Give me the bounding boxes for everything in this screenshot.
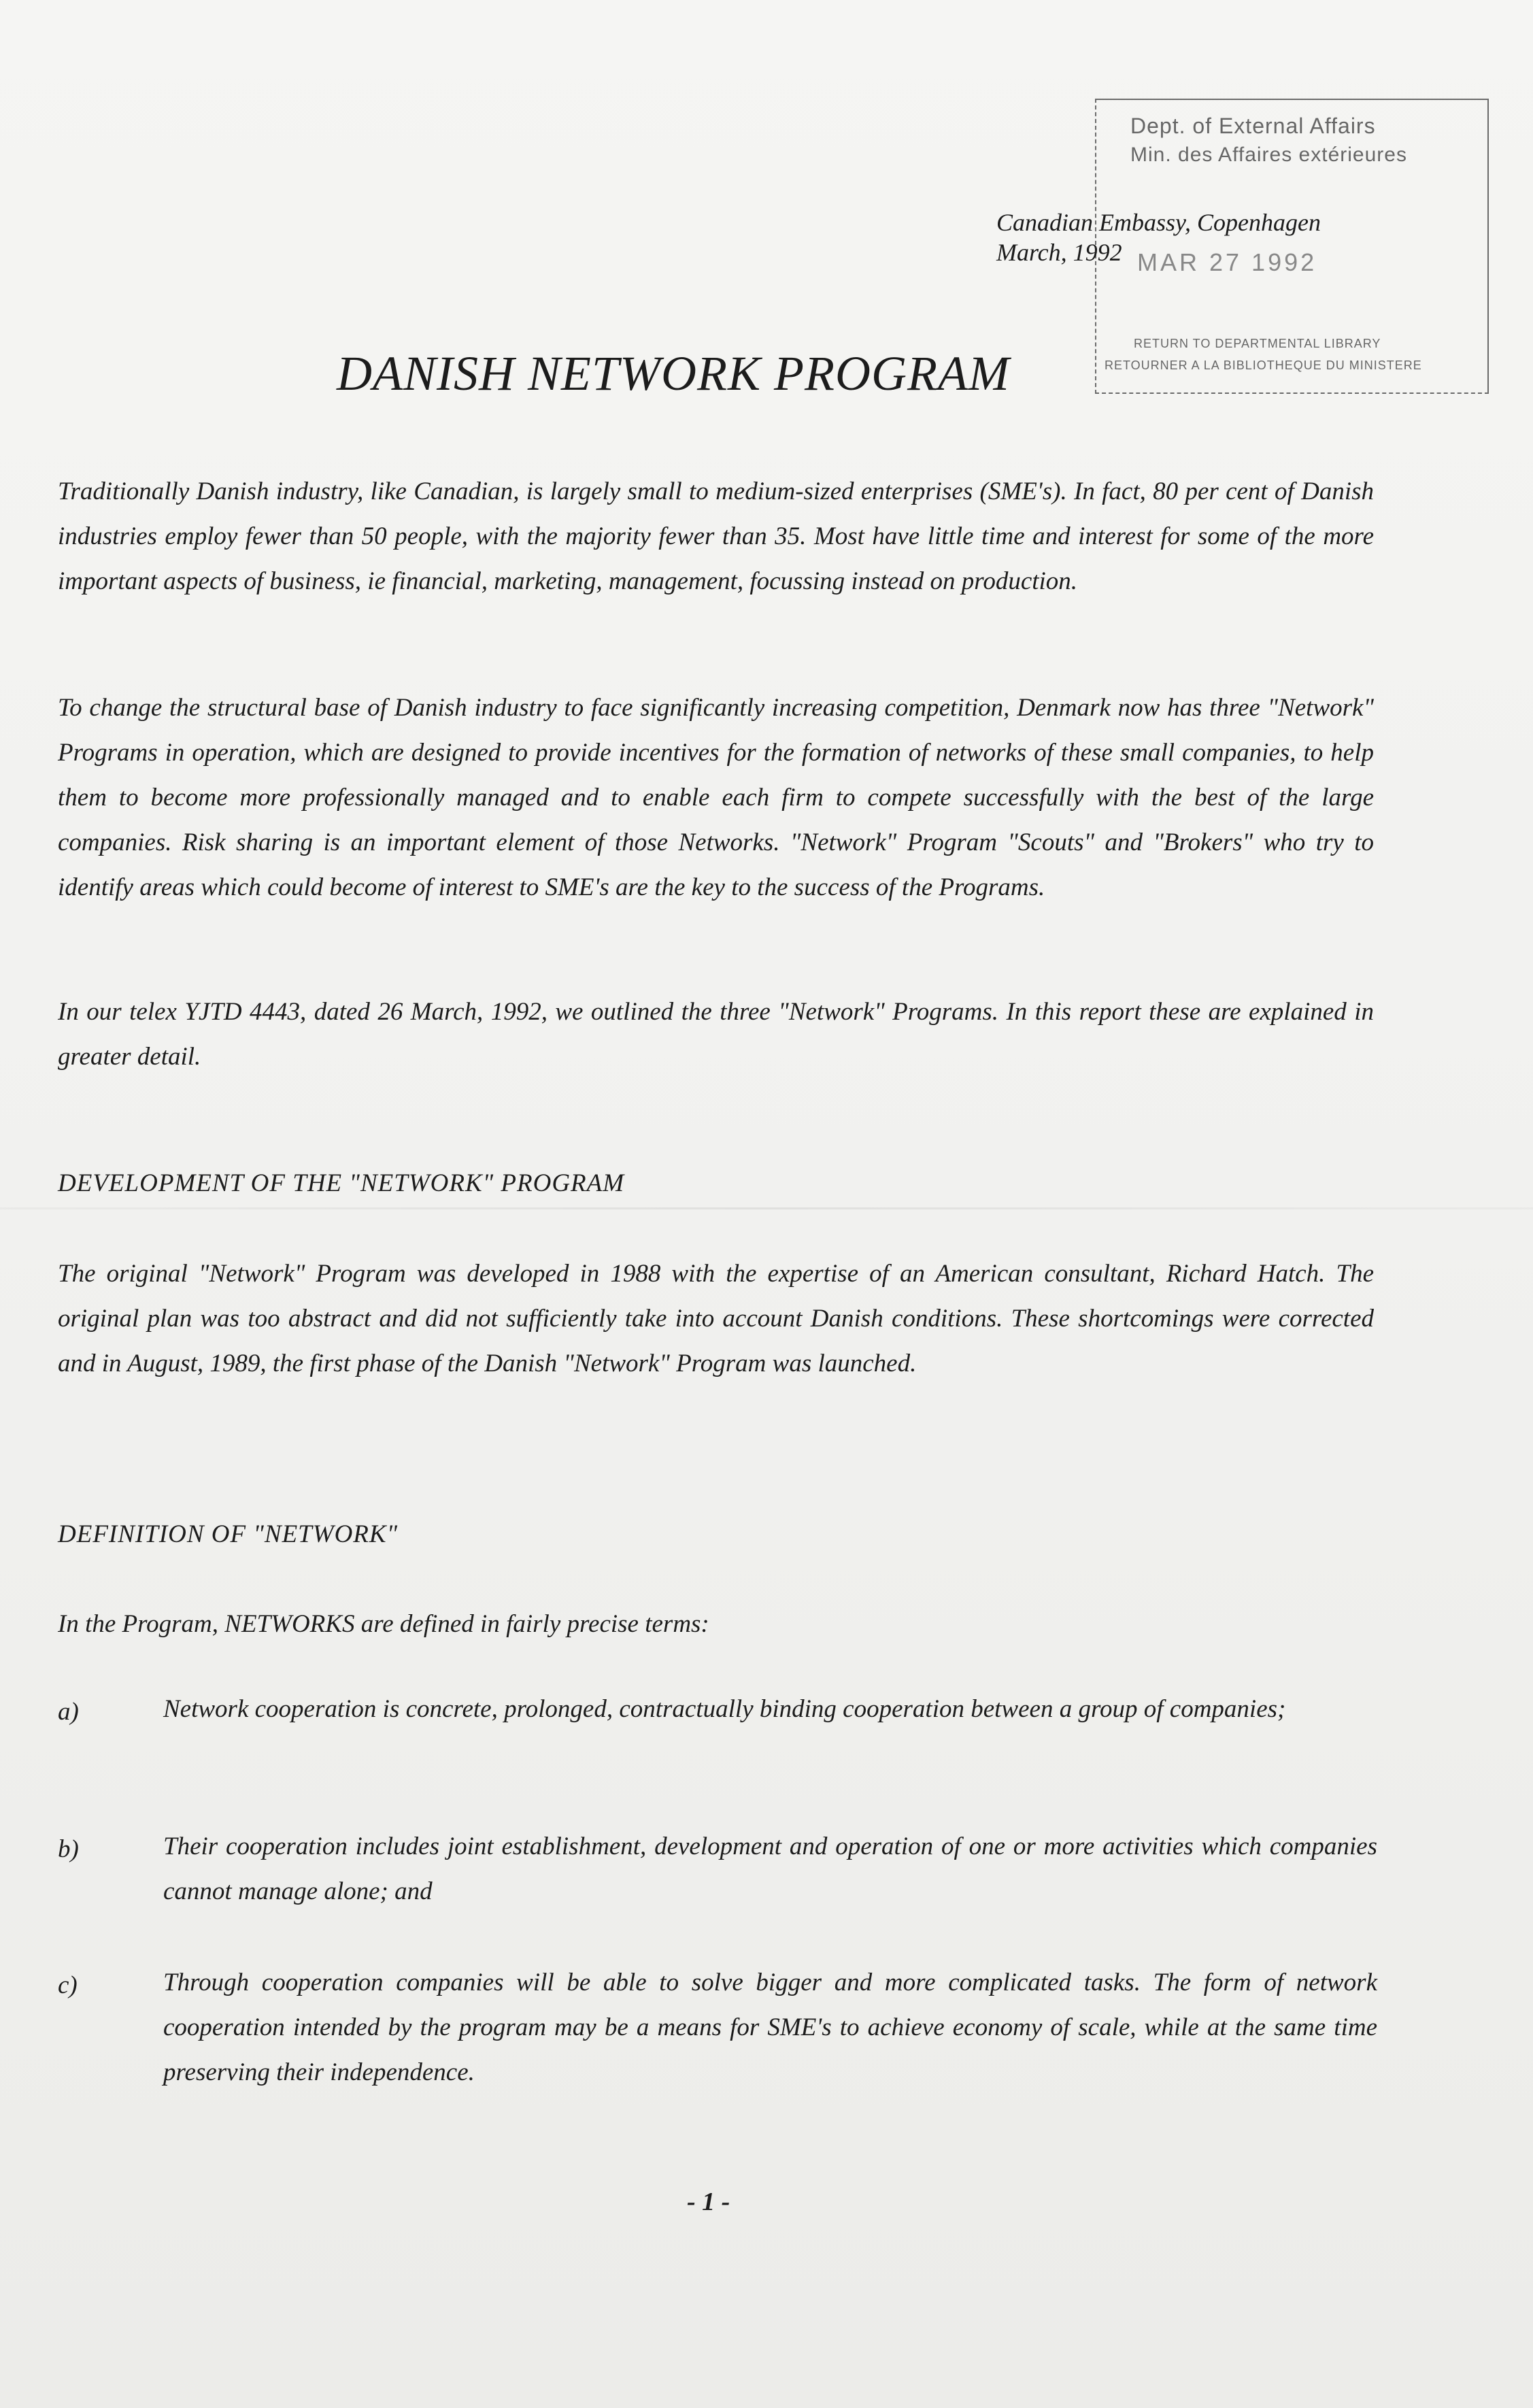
stamp-date: MAR 27 1992 [1137, 248, 1317, 276]
report-date: March, 1992 [996, 239, 1122, 266]
sender-block [996, 207, 1321, 267]
intro-paragraph-3: In our telex YJTD 4443, dated 26 March, 1992, we outlined the three "Network" Programs. In this report these are explained in greater detail. [58, 998, 1374, 1071]
definition-intro: In the Program, NETWORKS are defined in fairly precise terms: [58, 1610, 709, 1638]
list-item-marker: b) [58, 1835, 79, 1863]
intro-paragraph-2: To change the structural base of Danish industry to face significantly increasing competition, Denmark now has three "Network" Programs in operation, which are designed to provide incentives for the formation of networks of these small companies, to help them to become more professionally managed and to enable each firm to compete successfully with the best of the large companies. Risk sharing is an important element of those Networks. "Network" Program "Scouts" and "Brokers" who try to identify areas which could become of interest to SME's are the key to the success of the Programs. [58, 694, 1374, 901]
stamp-return-french: RETOURNER A LA BIBLIOTHEQUE DU MINISTERE [1105, 358, 1422, 372]
list-item-marker: c) [58, 1971, 78, 1999]
list-item-text: Network cooperation is concrete, prolonged, contractually binding cooperation between a group of companies; [163, 1695, 1286, 1723]
list-item-marker: a) [58, 1698, 79, 1726]
section-heading-definition: DEFINITION OF "NETWORK" [58, 1520, 399, 1548]
paper-fold-line [0, 1207, 1533, 1209]
embassy-name: Canadian Embassy, Copenhagen [996, 209, 1321, 236]
stamp-ministry: Min. des Affaires extérieures [1130, 144, 1407, 166]
stamp-department: Dept. of External Affairs [1130, 114, 1376, 138]
intro-paragraph-1: Traditionally Danish industry, like Canadian, is largely small to medium-sized enterprises (SME's). In fact, 80 per cent of Danish industries employ fewer than 50 people, with the majority fewer than 35. Most have little time and interest for some of the more important aspects of business, ie financial, marketing, management, focussing instead on production. [58, 478, 1374, 595]
development-paragraph: The original "Network" Program was developed in 1988 with the expertise of an American consultant, Richard Hatch. The original plan was too abstract and did not sufficiently take into account Danish conditions. These shortcomings were corrected and in August, 1989, the first phase of the Danish "Network" Program was launched. [58, 1260, 1374, 1377]
stamp-return-english: RETURN TO DEPARTMENTAL LIBRARY [1134, 337, 1381, 350]
document-title: DANISH NETWORK PROGRAM [337, 346, 1010, 401]
list-item-text: Their cooperation includes joint establishment, development and operation of one or more activities which companies cannot manage alone; and [163, 1833, 1377, 1905]
list-item-text: Through cooperation companies will be able to solve bigger and more complicated tasks. The form of network cooperation intended by the program may be a means for SME's to achieve economy of scale, while at the same time preserving their independence. [163, 1969, 1377, 2086]
page-number: - 1 - [687, 2188, 730, 2216]
section-heading-development: DEVELOPMENT OF THE "NETWORK" PROGRAM [58, 1169, 625, 1197]
